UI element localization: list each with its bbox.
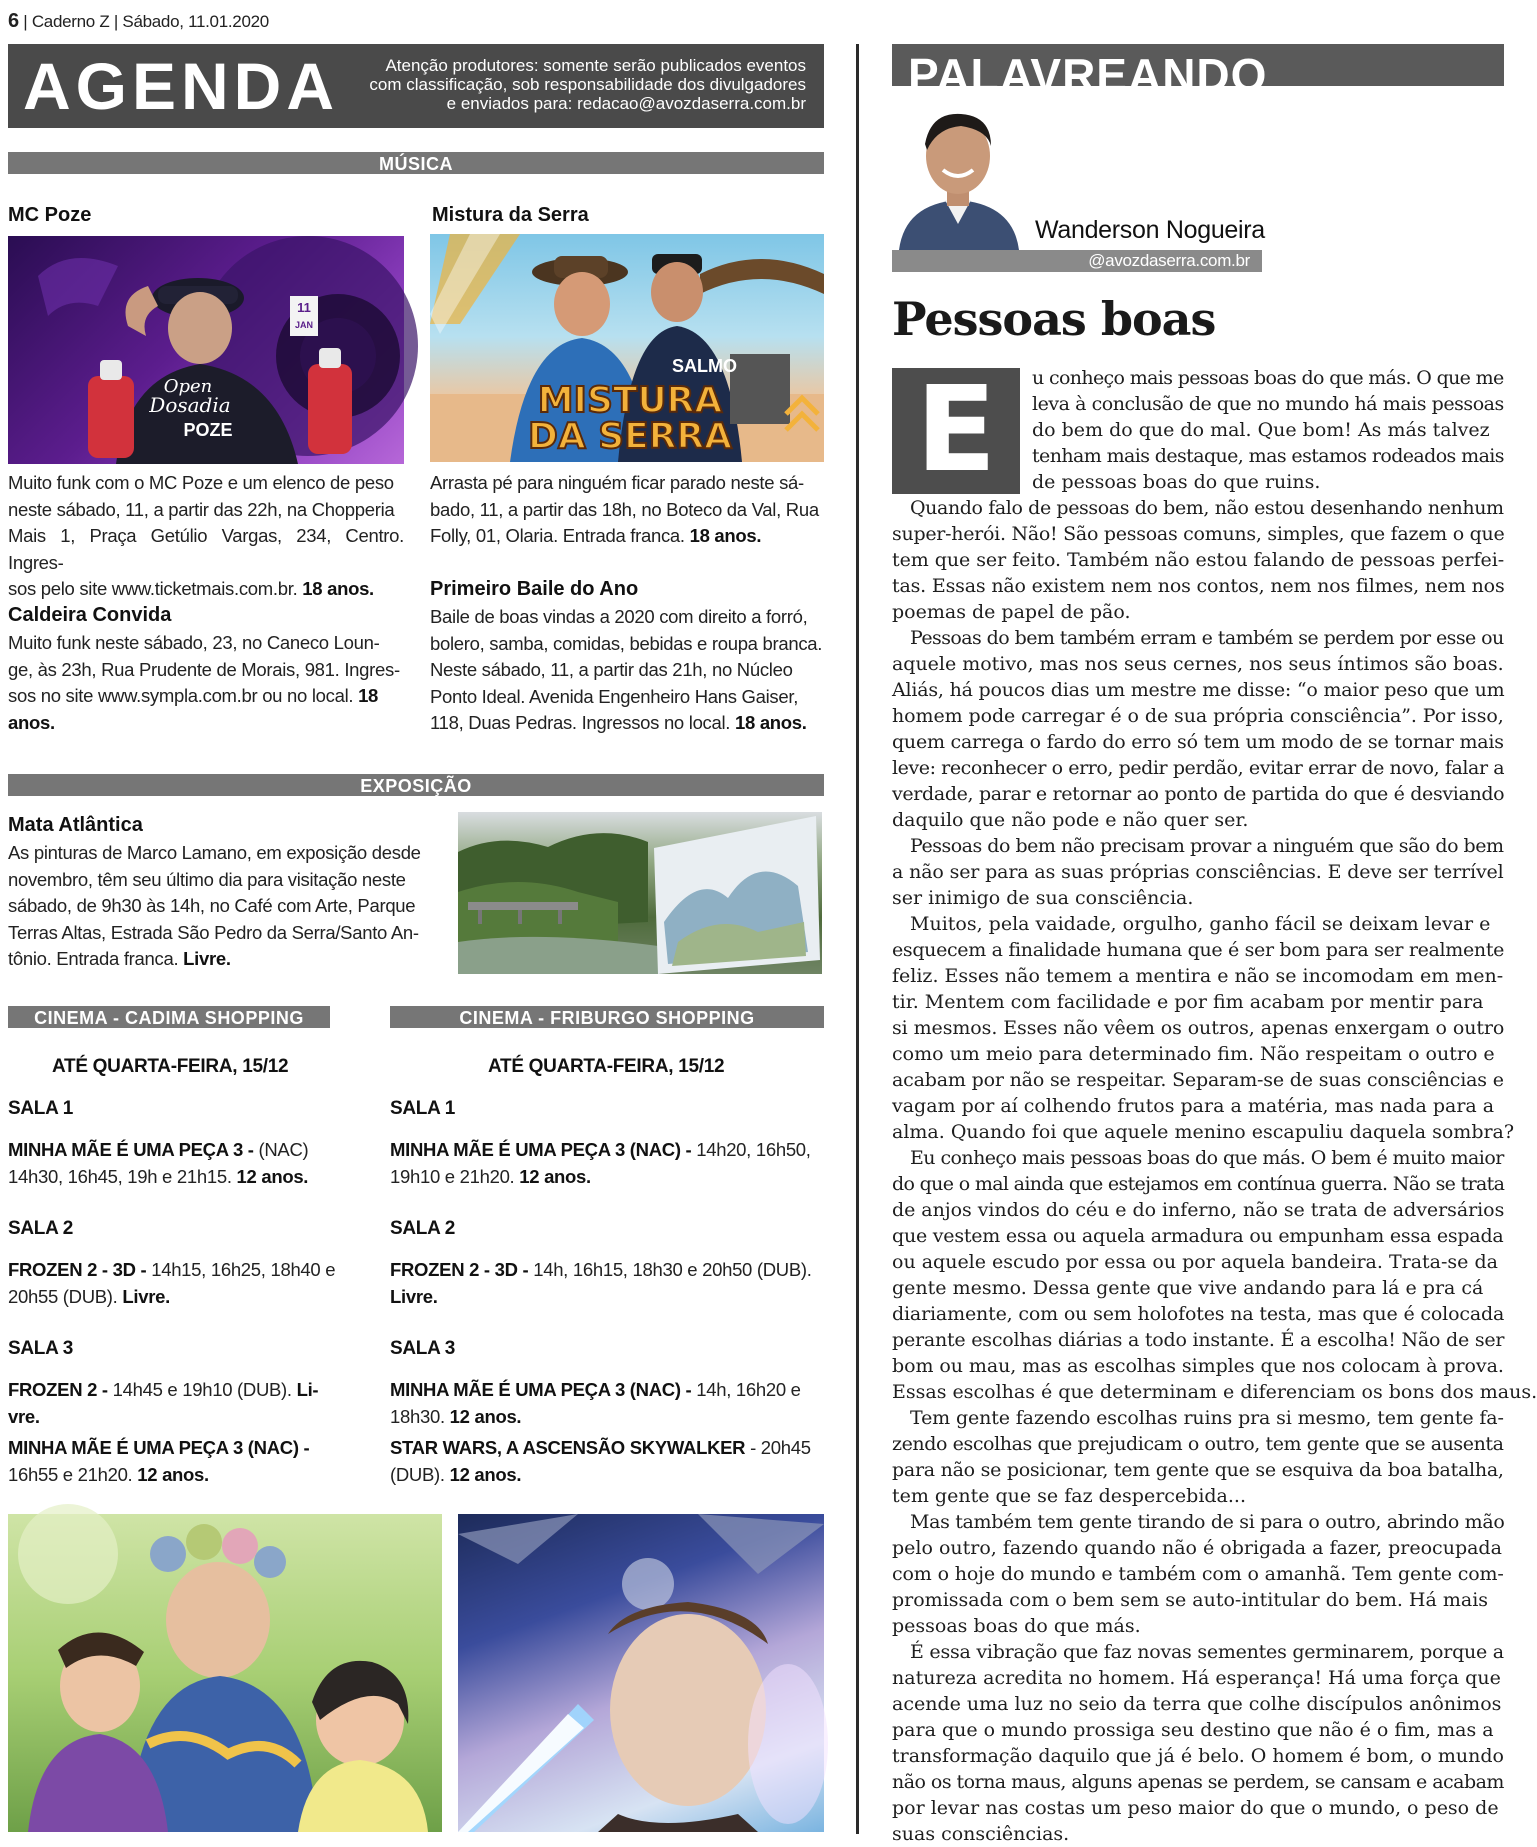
article-line: para que o mundo prossiga seu destino que não é o fim, mas a	[892, 1719, 1494, 1741]
article-line: tem gente que se faz despercebida...	[892, 1485, 1247, 1507]
article-line: ser inimigo de sua consciência.	[892, 887, 1194, 909]
cadima-sala-2: SALA 2	[8, 1218, 74, 1239]
minha-mae-movie-still-art	[8, 1514, 442, 1832]
agenda-notice-line-1: Atenção produtores: somente serão publicados eventos	[385, 56, 806, 75]
poster-poze: POZE	[183, 420, 233, 440]
cadima-movie-1-title: MINHA MÃE É UMA PEÇA 3 -	[8, 1139, 254, 1160]
mistura-rating: 18 anos.	[689, 525, 762, 546]
cadima-movie-3-title: FROZEN 2 -	[8, 1379, 108, 1400]
article-line: u conheço mais pessoas boas do que más. O que me	[1032, 367, 1504, 389]
mata-line-2: novembro, têm seu último dia para visitação neste	[8, 868, 406, 890]
cadima-movie-1	[8, 1136, 338, 1190]
friburgo-movie-2	[390, 1256, 826, 1310]
article-line: Quando falo de pessoas do bem, não estou desenhando nenhum	[910, 497, 1504, 519]
article-line: Aliás, há poucos dias um mestre me disse: “o maior peso que um	[892, 679, 1505, 701]
mc-poze-poster-art	[8, 236, 404, 464]
article-line: Mas também tem gente tirando de si para o outro, abrindo mão	[910, 1511, 1505, 1533]
poster-dosadia: Dosadia	[149, 393, 231, 417]
article-line: leva à conclusão de que no mundo há mais pessoas	[1032, 393, 1504, 415]
baile-line-5	[430, 710, 824, 737]
article-line: pessoas boas do que más.	[892, 1615, 1141, 1637]
mata-rating: Livre.	[183, 948, 231, 969]
cadima-movie-1-rating: 12 anos.	[236, 1166, 309, 1187]
baile-line-1: Baile de boas vindas a 2020 com direito a forró,	[430, 606, 808, 627]
mistura-line-3	[430, 523, 824, 550]
friburgo-movie-1-times: 19h10 e 21h20.	[390, 1166, 515, 1187]
author-photo-art	[895, 104, 1021, 250]
article-line: poemas de papel de pão.	[892, 601, 1131, 623]
mistura-poster-image	[430, 234, 824, 462]
mc-poze-line-2: neste sábado, 11, a partir das 22h, na Chopperia	[8, 498, 395, 520]
friburgo-movie-3-title: MINHA MÃE É UMA PEÇA 3 (NAC) -	[390, 1379, 692, 1400]
article-line: verdade, parar e retornar ao ponto de partida do que é desviando	[892, 783, 1505, 805]
article-line: Pessoas do bem também erram e também se perdem por esse ou	[910, 627, 1504, 649]
friburgo-movie-3	[390, 1376, 826, 1430]
cadima-movie-2-line-2	[8, 1283, 338, 1310]
article-line: É essa vibração que faz novas sementes germinarem, porque a	[910, 1641, 1504, 1663]
mata-line-1: As pinturas de Marco Lamano, em exposição desde	[8, 842, 421, 863]
article-line: promissada com o bem sem se auto-intitular do bem. Há mais	[892, 1589, 1489, 1611]
agenda-banner	[8, 44, 824, 128]
baile-line-3: Neste sábado, 11, a partir das 21h, no Núcleo	[430, 659, 793, 680]
event-body-mistura	[430, 470, 824, 550]
event-body-mc-poze	[8, 470, 404, 603]
article-line: não os torna maus, alguns apenas se perdem, se cansam e acabam	[892, 1771, 1504, 1793]
mata-line-3: sábado, de 9h30 às 14h, no Café com Arte, Parque	[8, 895, 416, 916]
friburgo-sala-1: SALA 1	[390, 1098, 456, 1119]
cadima-movie-3-rest: 14h45 e 19h10 (DUB).	[107, 1379, 292, 1400]
article-line: de pessoas boas do que ruins.	[1032, 471, 1321, 493]
friburgo-movie-4-line-2	[390, 1461, 826, 1488]
cadima-until: ATÉ QUARTA-FEIRA, 15/12	[52, 1056, 289, 1077]
article-line: super-herói. Não! São pessoas comuns, simples, que fazem o que	[892, 523, 1505, 545]
baile-line-5-text: 118, Duas Pedras. Ingressos no local.	[430, 712, 731, 733]
cadima-sala-1: SALA 1	[8, 1098, 74, 1119]
mistura-line-3-text: Folly, 01, Olaria. Entrada franca.	[430, 525, 685, 546]
article-line: natureza acredita no homem. Há esperança! Há uma força que	[892, 1667, 1501, 1689]
friburgo-movie-4	[390, 1434, 826, 1488]
friburgo-movie-2-line-1	[390, 1256, 826, 1283]
friburgo-movie-1-line-2	[390, 1163, 826, 1190]
issue-date: Sábado, 11.01.2020	[122, 12, 269, 31]
cadima-movie-2-line-1	[8, 1256, 338, 1283]
article-line: Essas escolhas é que determinam e diferenciam os bons dos maus.	[892, 1381, 1537, 1403]
section-label-musica: MÚSICA	[379, 154, 453, 174]
article-line: para não se posicionar, tem gente que se esquiva da boa batalha,	[892, 1459, 1504, 1481]
section-bar-cinema-cadima	[8, 1006, 330, 1028]
friburgo-movie-2-rest: 14h, 16h15, 18h30 e 20h50 (DUB).	[528, 1259, 812, 1280]
event-title-mc-poze: MC Poze	[8, 204, 92, 226]
event-title-caldeira: Caldeira Convida	[8, 604, 172, 626]
friburgo-movie-1-rating: 12 anos.	[519, 1166, 591, 1187]
article-line: tenham mais destaque, mas estamos rodeados mais	[1032, 445, 1504, 467]
caldeira-rating-a: 18	[358, 685, 379, 706]
caldeira-line-3-text: sos no site www.sympla.com.br ou no local.	[8, 685, 354, 706]
cadima-movie-2-rest: 14h15, 16h25, 18h40 e	[146, 1259, 336, 1280]
article-line: transformação daquilo que já é belo. O homem é bom, o mundo	[892, 1745, 1504, 1767]
baile-line-4: Ponto Ideal. Avenida Engenheiro Hans Gaiser,	[430, 685, 799, 707]
cadima-movie-3-line-1	[8, 1376, 338, 1403]
agenda-title: AGENDA	[23, 49, 340, 123]
section-label-cinema-friburgo: CINEMA - FRIBURGO SHOPPING	[459, 1008, 755, 1028]
author-photo	[895, 104, 1021, 250]
article-line: tas. Essas não existem nem nos contos, nem nos filmes, nem nos	[892, 575, 1505, 597]
section-bar-exposicao	[8, 774, 824, 796]
article-line: Tem gente fazendo escolhas ruins pra si mesmo, tem gente fa-	[910, 1407, 1504, 1429]
mata-line-5	[8, 946, 432, 973]
mata-atlantica-photo	[458, 812, 822, 974]
friburgo-movie-1-rest: 14h20, 16h50,	[691, 1139, 811, 1160]
article-line: suas consciências.	[892, 1823, 1070, 1845]
page-header-line	[8, 10, 269, 33]
article-line: vagam por aí colhendo frutos para a matéria, mas nada para a	[892, 1095, 1495, 1117]
minha-mae-movie-still	[8, 1514, 442, 1832]
poster-title-line-1: MISTURA	[537, 380, 723, 421]
event-title-mistura: Mistura da Serra	[432, 204, 589, 226]
cadima-movie-3-line-2	[8, 1403, 338, 1430]
section-name: Caderno Z	[31, 12, 110, 31]
article-line: com o hoje do mundo e também com o amanhã. Tem gente com-	[892, 1563, 1504, 1585]
cadima-movie-1-times: 14h30, 16h45, 19h e 21h15.	[8, 1166, 232, 1187]
article-line: bom ou mau, mas as escolhas simples que nos colocam à prova.	[892, 1355, 1504, 1377]
article-line: tir. Mentem com facilidade e por fim acabam por mentir para	[892, 991, 1484, 1013]
article-line: zendo escolhas que prejudicam o outro, tem gente que se ausenta	[892, 1433, 1504, 1455]
cadima-movie-4-rating: 12 anos.	[137, 1464, 209, 1485]
mc-poze-line-3: Mais 1, Praça Getúlio Vargas, 234, Centro. Ingres-	[8, 525, 404, 573]
article-line: daquilo que não pode e não quer ser.	[892, 809, 1249, 831]
mata-line-4: Terras Altas, Estrada São Pedro da Serra/Santo An-	[8, 921, 419, 943]
mc-poze-line-4-text: sos pelo site www.ticketmais.com.br.	[8, 578, 298, 599]
cadima-movie-4-line-2	[8, 1461, 348, 1488]
friburgo-until: ATÉ QUARTA-FEIRA, 15/12	[488, 1056, 725, 1077]
svg-text:SALMO: SALMO	[672, 356, 737, 376]
cadima-movie-2	[8, 1256, 338, 1310]
cadima-movie-2-rating: Livre.	[122, 1286, 170, 1307]
friburgo-movie-4-rest: - 20h45	[745, 1437, 811, 1458]
article-line: leve: reconhecer o erro, pedir perdão, evitar errar de novo, falar a	[892, 757, 1505, 779]
mata-atlantica-photo-art	[458, 812, 822, 974]
mistura-poster-art	[430, 234, 824, 462]
article-line: aquele motivo, mas nos seus cernes, nos seus íntimos são boas.	[892, 653, 1504, 675]
author-site-bar	[892, 250, 1262, 272]
author-site: @avozdaserra.com.br	[1088, 251, 1250, 270]
event-title-mata-atlantica: Mata Atlântica	[8, 814, 143, 836]
friburgo-movie-3-line-1	[390, 1376, 826, 1403]
page-number: 6	[8, 10, 19, 32]
poster-day: 11	[297, 300, 311, 315]
caldeira-line-2: ge, às 23h, Rua Prudente de Morais, 981. Ingres-	[8, 658, 400, 680]
friburgo-movie-3-rest: 14h, 16h20 e	[691, 1379, 801, 1400]
friburgo-movie-2-title: FROZEN 2 - 3D -	[390, 1259, 529, 1280]
poster-month: JAN	[294, 320, 314, 330]
event-body-caldeira	[8, 630, 404, 736]
friburgo-movie-1-title: MINHA MÃE É UMA PEÇA 3 (NAC) -	[390, 1139, 692, 1160]
event-title-baile: Primeiro Baile do Ano	[430, 578, 639, 600]
article-line: tem que ser feito. Também não estou falando de pessoas perfei-	[892, 549, 1505, 571]
agenda-notice	[286, 56, 806, 113]
cadima-movie-4-times: 16h55 e 21h20.	[8, 1464, 133, 1485]
cadima-movie-4	[8, 1434, 348, 1488]
friburgo-movie-4-title: STAR WARS, A ASCENSÃO SKYWALKER	[390, 1437, 746, 1458]
event-body-baile	[430, 604, 824, 737]
section-bar-cinema-friburgo	[390, 1006, 824, 1028]
article-line: quem carrega o fardo do erro só tem um modo de se tornar mais	[892, 731, 1504, 753]
friburgo-movie-3-times: 18h30.	[390, 1406, 445, 1427]
article-line: do bem do que do mal. Que bom! As más talvez	[1032, 419, 1490, 441]
drop-cap-box	[892, 360, 1020, 498]
friburgo-movie-4-rating: 12 anos.	[449, 1464, 522, 1485]
friburgo-movie-3-line-2	[390, 1403, 826, 1430]
mc-poze-rating: 18 anos.	[302, 578, 374, 599]
event-body-mata-atlantica	[8, 840, 432, 973]
article-line: pelo outro, fazendo quando não é obrigada a fazer, preocupada	[892, 1537, 1502, 1559]
article-line: a não ser para as suas próprias consciências. E deve ser terrível	[892, 861, 1504, 883]
friburgo-sala-2: SALA 2	[390, 1218, 456, 1239]
section-label-exposicao: EXPOSIÇÃO	[360, 776, 472, 796]
article-line: alma. Quando foi que aquele menino escapuliu daquela sombra?	[892, 1121, 1515, 1143]
article-line: acabam por não se respeitar. Separam-se de suas consciências e	[892, 1069, 1504, 1091]
star-wars-poster-art	[458, 1514, 824, 1832]
column-banner-title: PALAVREANDO	[908, 49, 1268, 101]
friburgo-movie-1-line-1	[390, 1136, 826, 1163]
article-line: como um meio para determinado fim. Não respeitam o outro e	[892, 1043, 1495, 1065]
agenda-notice-line-3: e enviados para: redacao@avozdaserra.com.br	[446, 94, 806, 113]
baile-line-2: bolero, samba, comidas, bebidas e roupa branca.	[430, 632, 823, 654]
poster-title-line-2: DA SERRA	[527, 416, 733, 457]
header-sep-1: |	[23, 12, 32, 31]
article-line: que vestem essa ou aquela armadura ou empunham essa espada	[892, 1225, 1504, 1247]
cadima-sala-3: SALA 3	[8, 1338, 74, 1359]
article-line: si mesmos. Esses não vêem os outros, apenas enxergam o outro	[892, 1017, 1505, 1039]
caldeira-line-1: Muito funk neste sábado, 23, no Caneco Loun-	[8, 632, 380, 653]
article-line: diariamente, com ou sem holofotes na testa, mas que é colocada	[892, 1303, 1505, 1325]
friburgo-movie-2-line-2	[390, 1283, 826, 1310]
friburgo-movie-3-rating: 12 anos.	[449, 1406, 522, 1427]
column-divider	[856, 44, 859, 1834]
cadima-movie-2-times: 20h55 (DUB).	[8, 1286, 118, 1307]
article-line: gente mesmo. Dessa gente que vive andando para lá e pra cá	[892, 1277, 1484, 1299]
star-wars-movie-poster	[458, 1514, 824, 1832]
section-label-cinema-cadima: CINEMA - CADIMA SHOPPING	[34, 1008, 304, 1028]
cadima-movie-4-line-1	[8, 1434, 348, 1461]
friburgo-sala-3: SALA 3	[390, 1338, 456, 1359]
article-line: do que o mal ainda que estejamos em contínua guerra. Não se trata	[892, 1173, 1505, 1195]
cadima-movie-3	[8, 1376, 338, 1430]
mistura-line-2: bado, 11, a partir das 18h, no Boteco da Val, Rua	[430, 498, 819, 520]
article-line: perante escolhas diárias a todo instante. É a escolha! Não de ser	[892, 1329, 1505, 1351]
article-line: feliz. Esses não temem a mentira e não se incomodam em men-	[892, 965, 1504, 987]
cadima-movie-4-title: MINHA MÃE É UMA PEÇA 3 (NAC) -	[8, 1437, 310, 1458]
caldeira-line-3	[8, 683, 404, 710]
friburgo-movie-2-rating: Livre.	[390, 1286, 438, 1307]
mc-poze-line-4	[8, 576, 404, 603]
mc-poze-line-1: Muito funk com o MC Poze e um elenco de peso	[8, 472, 394, 493]
cadima-movie-3-rating-a: Li-	[296, 1379, 319, 1400]
caldeira-line-4	[8, 710, 404, 737]
friburgo-movie-1	[390, 1136, 826, 1190]
cadima-movie-1-line-2	[8, 1163, 338, 1190]
author-name: Wanderson Nogueira	[1035, 216, 1265, 244]
section-bar-musica	[8, 152, 824, 174]
cadima-movie-2-title: FROZEN 2 - 3D -	[8, 1259, 147, 1280]
header-sep-2: |	[113, 12, 123, 31]
column-banner	[892, 44, 1504, 101]
mata-line-5-text: tônio. Entrada franca.	[8, 948, 179, 969]
caldeira-rating-b: anos.	[8, 711, 55, 733]
friburgo-movie-4-times: (DUB).	[390, 1464, 445, 1485]
article-line: de anjos vindos do céu e do inferno, não se trata de adversários	[892, 1199, 1505, 1221]
friburgo-movie-4-line-1	[390, 1434, 826, 1461]
article-line: acende uma luz no seio da terra que colhe discípulos anônimos	[892, 1693, 1502, 1715]
article-line: ou aquele escudo por essa ou por aquela bandeira. Trata-se da	[892, 1251, 1498, 1273]
mistura-line-1: Arrasta pé para ninguém ficar parado neste sá-	[430, 472, 804, 493]
cadima-movie-3-rating-b: vre.	[8, 1406, 40, 1427]
poster-open: Open	[163, 376, 213, 397]
article-line: Muitos, pela vaidade, orgulho, ganho fácil se deixam levar e	[910, 913, 1491, 935]
agenda-notice-line-2: com classificação, sob responsabilidade dos divulgadores	[369, 75, 806, 94]
article-title: Pessoas boas	[892, 292, 1216, 346]
article-line: esquecem a finalidade humana que é ser bom para ser realmente	[892, 939, 1505, 961]
cadima-movie-1-line-1	[8, 1136, 338, 1163]
cadima-movie-1-rest: (NAC)	[253, 1139, 309, 1160]
article-line: homem pode carregar é o de sua própria consciência”. Por isso,	[892, 705, 1504, 727]
article-line: Eu conheço mais pessoas boas do que más. O bem é muito maior	[910, 1147, 1504, 1169]
article-line: por levar nas costas um peso maior do que o mundo, o peso de	[892, 1797, 1499, 1819]
article-line: Pessoas do bem não precisam provar a ninguém que são do bem	[910, 835, 1504, 857]
baile-rating: 18 anos.	[735, 712, 807, 733]
mc-poze-poster-image	[8, 236, 404, 464]
drop-cap-letter: E	[915, 360, 997, 498]
